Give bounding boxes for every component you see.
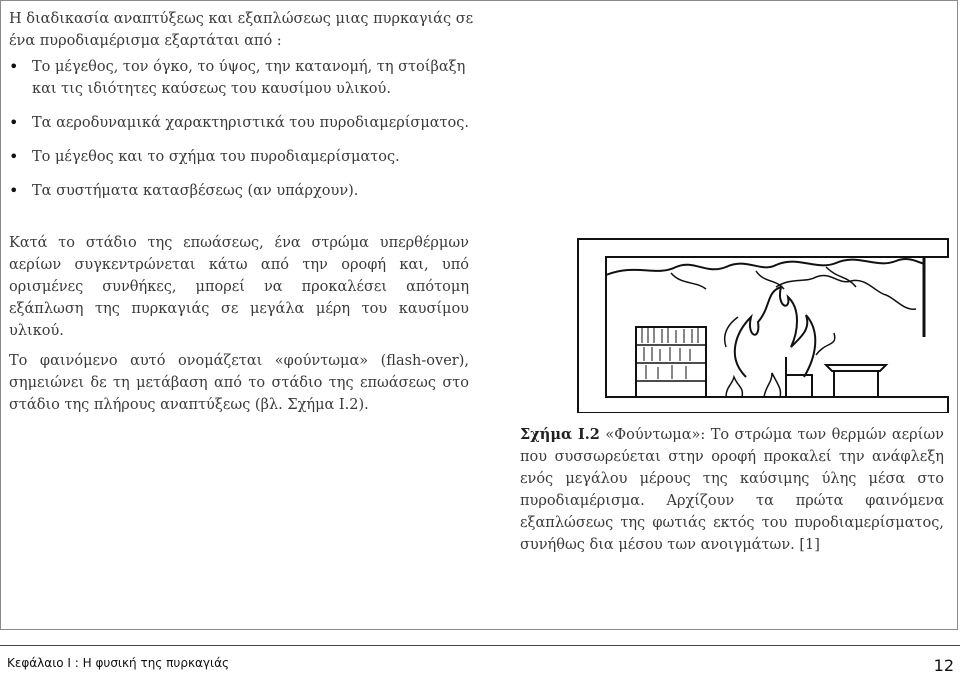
factor-list <box>9 56 479 214</box>
floor-flames <box>726 373 781 397</box>
gas-swirls <box>671 267 856 289</box>
page-number: 12 <box>933 656 954 675</box>
flashover-illustration <box>576 237 950 413</box>
chapter-title: Κεφάλαιο Ι : Η φυσική της πυρκαγιάς <box>7 656 230 670</box>
list-item: • Το μέγεθος και το σχήμα του πυροδιαμερίσματος. <box>9 146 479 168</box>
table <box>826 365 886 397</box>
caption-text: «Φούντωμα»: Το στρώμα των θερμών αερίων που συσσωρεύεται στην οροφή προκαλεί την ανάφλεξη ενός μεγάλου μέρους της καύσιμης ύλης μέσα στο πυροδιαμέρισμα. Αρχίζουν τα πρώτα φαινόμενα εξαπλώσεως της φωτιάς εκτός του πυροδιαμερίσματος, συνήθως δια μέσου των ανοιγμάτων. [1] <box>520 427 944 553</box>
figure-caption <box>520 424 944 556</box>
list-item: • Το μέγεθος, τον όγκο, το ύψος, την κατανομή, τη στοίβαξη και τις ιδιότητες καύσεως του καυσίμου υλικού. <box>9 56 479 100</box>
list-item: • Τα αεροδυναμικά χαρακτηριστικά του πυροδιαμερίσματος. <box>9 112 479 134</box>
hot-gas-layer <box>606 259 924 275</box>
paragraph-incubation: Κατά το στάδιο της επωάσεως, ένα στρώμα υπερθέρμων αερίων συγκεντρώνεται κάτω από την οροφή και, υπό ορισμένες συνθήκες, μπορεί να προκαλέσει απότομη εξάπλωση της πυρκαγιάς σε μεγάλα μέρη του καυσίμου υλικού. <box>9 235 469 339</box>
list-item: • Τα συστήματα κατασβέσεως (αν υπάρχουν). <box>9 180 479 202</box>
figure-label: Σχήμα Ι.2 <box>520 426 600 443</box>
bookshelf <box>636 327 706 397</box>
flame-details <box>725 317 835 355</box>
flame-tongue <box>776 275 916 309</box>
footer-divider <box>0 645 960 646</box>
room-walls <box>578 239 948 413</box>
main-flame <box>735 287 815 377</box>
intro-text: Η διαδικασία αναπτύξεως και εξαπλώσεως μιας πυρκαγιάς σε ένα πυροδιαμέρισμα εξαρτάται από : <box>9 11 474 49</box>
chair <box>786 357 812 397</box>
paragraph-flashover: Το φαινόμενο αυτό ονομάζεται «φούντωμα» (flash-over), σημειώνει δε τη μετάβαση από το στάδιο της επωάσεως στο στάδιο της πλήρους αναπτύξεως (βλ. Σχήμα Ι.2). <box>9 353 469 413</box>
